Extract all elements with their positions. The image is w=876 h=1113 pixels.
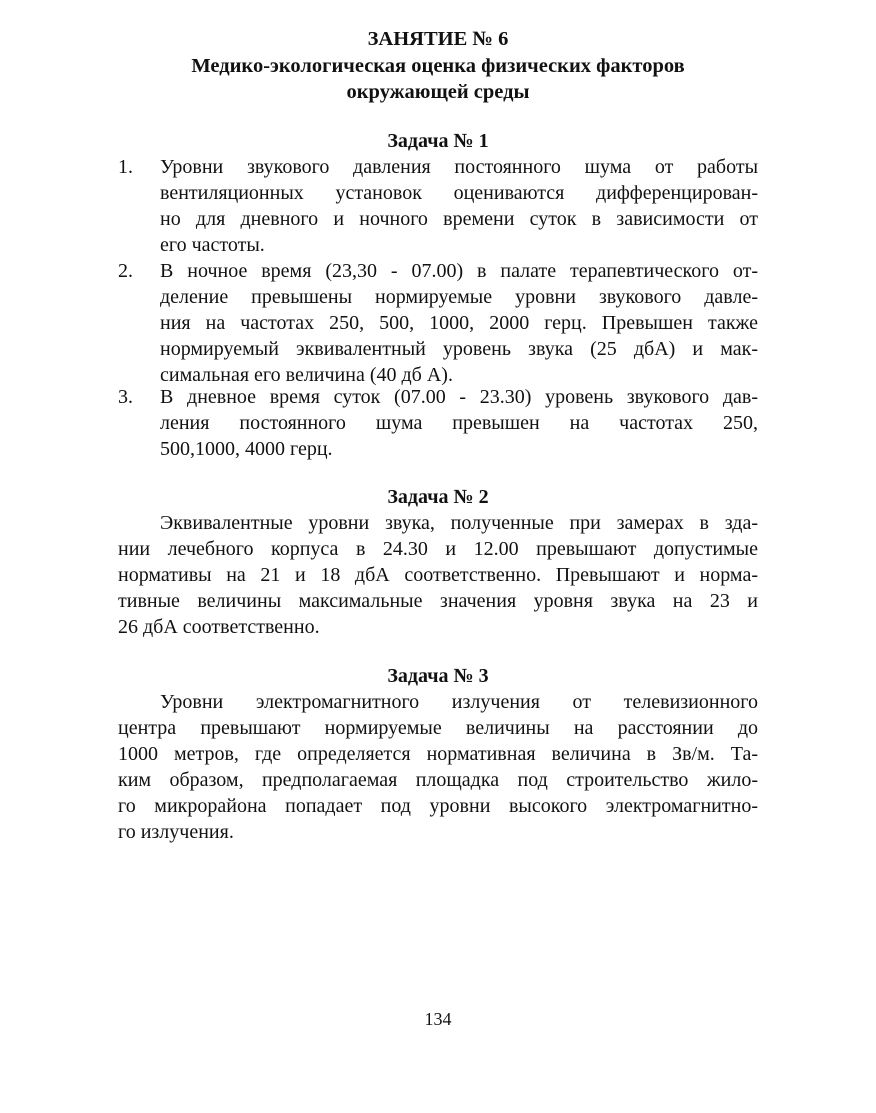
text-line: но для дневного и ночного времени суток в зависимости от <box>160 208 758 230</box>
text-line: Эквивалентные уровни звука, полученные при замерах в зда- <box>160 512 758 534</box>
task-3-paragraph <box>118 689 758 845</box>
text-line: центра превышают нормируемые величины на расстоянии до <box>118 717 758 739</box>
text-line: 1000 метров, где определяется нормативная величина в Зв/м. Та- <box>118 743 758 765</box>
text-line: вентиляционных установок оцениваются дифференцирован- <box>160 182 758 204</box>
text-line: Уровни звукового давления постоянного шума от работы <box>160 156 758 178</box>
text-line: его частоты. <box>160 234 265 256</box>
text-line: симальная его величина (40 дб А). <box>160 364 453 386</box>
text-line: ления постоянного шума превышен на частотах 250, <box>160 412 758 434</box>
task-2-paragraph <box>118 510 758 640</box>
lesson-subtitle-line-1: Медико-экологическая оценка физических факторов <box>191 55 685 77</box>
text-line: го микрорайона попадает под уровни высокого электромагнитно- <box>118 795 758 817</box>
text-line: го излучения. <box>118 821 234 843</box>
page-number: 134 <box>424 1009 452 1029</box>
task-3-heading: Задача № 3 <box>387 665 489 687</box>
task-1-heading: Задача № 1 <box>387 130 489 152</box>
lesson-title: ЗАНЯТИЕ № 6 <box>367 28 509 50</box>
text-line: ния на частотах 250, 500, 1000, 2000 герц. Превышен также <box>160 312 758 334</box>
text-line: 26 дбА соответственно. <box>118 616 320 638</box>
text-line: нормативы на 21 и 18 дбА соответственно. Превышают и норма- <box>118 564 758 586</box>
text-line: 500,1000, 4000 герц. <box>160 438 333 460</box>
text-line: Уровни электромагнитного излучения от телевизионного <box>160 691 758 713</box>
text-line: ким образом, предполагаемая площадка под строительство жило- <box>118 769 758 791</box>
task-2-heading: Задача № 2 <box>387 486 489 508</box>
lesson-subtitle-line-2: окружающей среды <box>346 81 530 103</box>
item-number: 3. <box>118 386 133 408</box>
text-line: В дневное время суток (07.00 - 23.30) уровень звукового дав- <box>160 386 758 408</box>
item-number: 2. <box>118 260 133 282</box>
item-number: 1. <box>118 156 133 178</box>
text-line: нии лечебного корпуса в 24.30 и 12.00 превышают допустимые <box>118 538 758 560</box>
text-line: деление превышены нормируемые уровни звукового давле- <box>160 286 758 308</box>
text-line: нормируемый эквивалентный уровень звука (25 дбА) и мак- <box>160 338 758 360</box>
text-line: В ночное время (23,30 - 07.00) в палате терапевтического от- <box>160 260 758 282</box>
text-line: тивные величины максимальные значения уровня звука на 23 и <box>118 590 758 612</box>
